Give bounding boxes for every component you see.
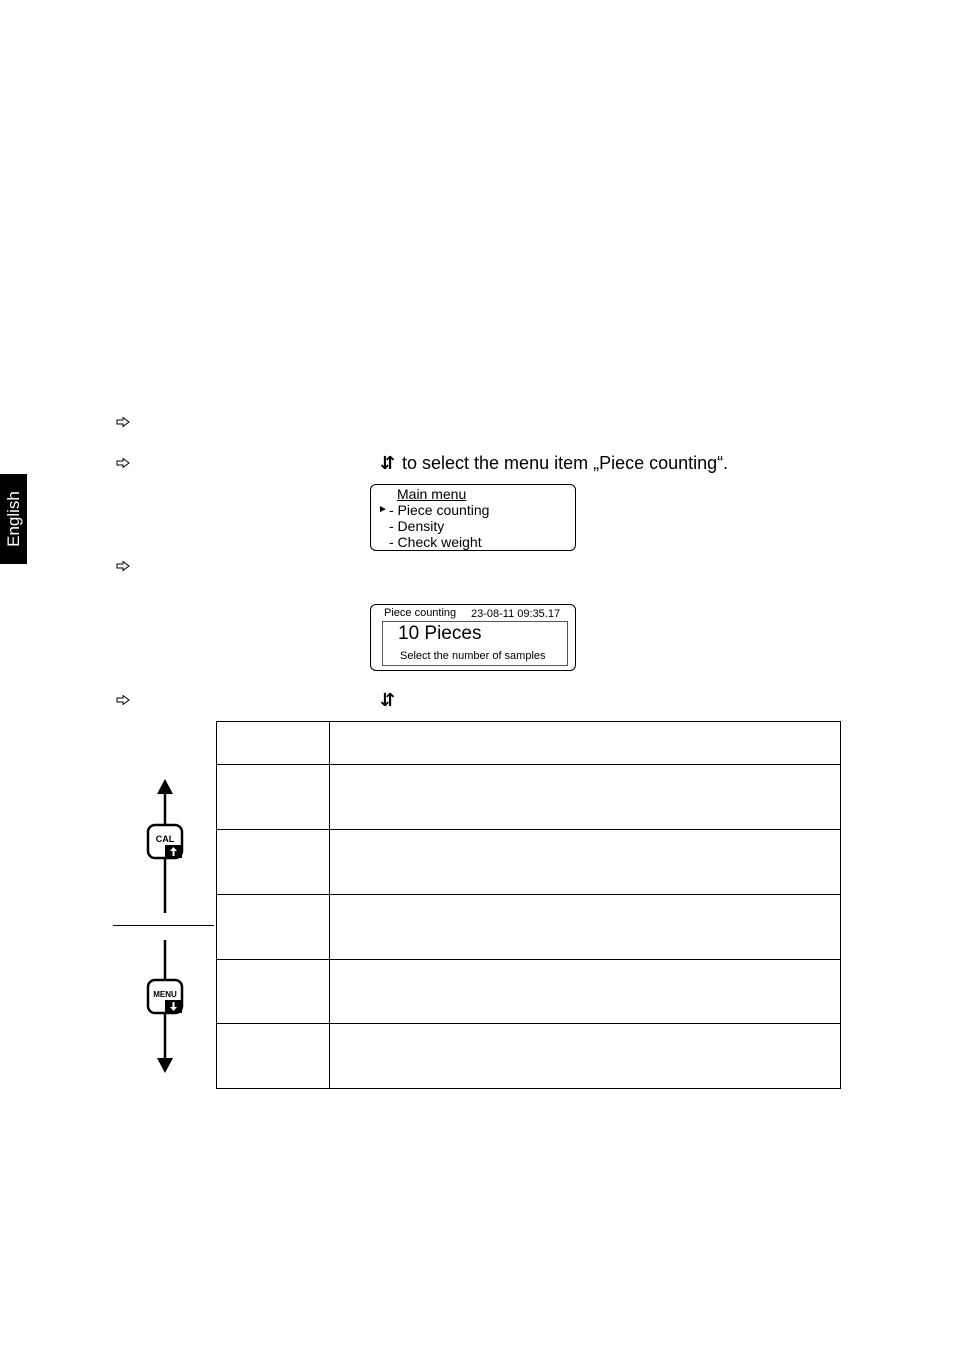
value-frame bbox=[382, 621, 568, 666]
pieces-value: 10 Pieces bbox=[398, 623, 482, 644]
sample-count-table bbox=[216, 721, 841, 1089]
menu-item-check-weight: - Check weight bbox=[389, 534, 482, 550]
step-instruction-text: to select the menu item „Piece counting“. bbox=[402, 453, 729, 473]
menu-key-label: MENU bbox=[153, 990, 177, 999]
cal-key-label: CAL bbox=[155, 834, 175, 844]
table-row bbox=[217, 895, 841, 960]
table-row bbox=[217, 960, 841, 1024]
menu-pointer-icon: ► bbox=[378, 504, 388, 515]
table-row bbox=[217, 1024, 841, 1089]
language-label: English bbox=[3, 491, 23, 547]
step-arrow-icon bbox=[116, 561, 130, 571]
menu-title: Main menu bbox=[397, 486, 467, 502]
menu-key-icon bbox=[148, 980, 182, 1013]
table-row bbox=[217, 722, 841, 765]
cal-key-icon bbox=[148, 825, 182, 858]
hint-text: Select the number of samples bbox=[400, 650, 546, 662]
piece-counting-display bbox=[370, 604, 576, 671]
menu-item-piece-counting: - Piece counting bbox=[389, 502, 490, 518]
language-tab bbox=[0, 474, 27, 564]
up-down-arrows-icon: ⇵ bbox=[380, 690, 396, 710]
step-arrow-icon bbox=[116, 695, 130, 705]
table-row bbox=[217, 765, 841, 830]
mode-label: Piece counting bbox=[384, 607, 457, 619]
key-navigation-diagram bbox=[140, 775, 192, 1075]
menu-item-density: - Density bbox=[389, 518, 445, 534]
main-menu-display bbox=[370, 484, 576, 551]
step-arrow-icon bbox=[116, 458, 130, 468]
step-arrow-icon bbox=[116, 417, 130, 427]
down-arrow-icon bbox=[157, 1058, 173, 1073]
table-row bbox=[217, 830, 841, 895]
up-down-arrows-icon: ⇵ bbox=[380, 453, 396, 473]
up-arrow-icon bbox=[157, 779, 173, 794]
datetime-label: 23-08-11 09:35.17 bbox=[471, 608, 561, 620]
